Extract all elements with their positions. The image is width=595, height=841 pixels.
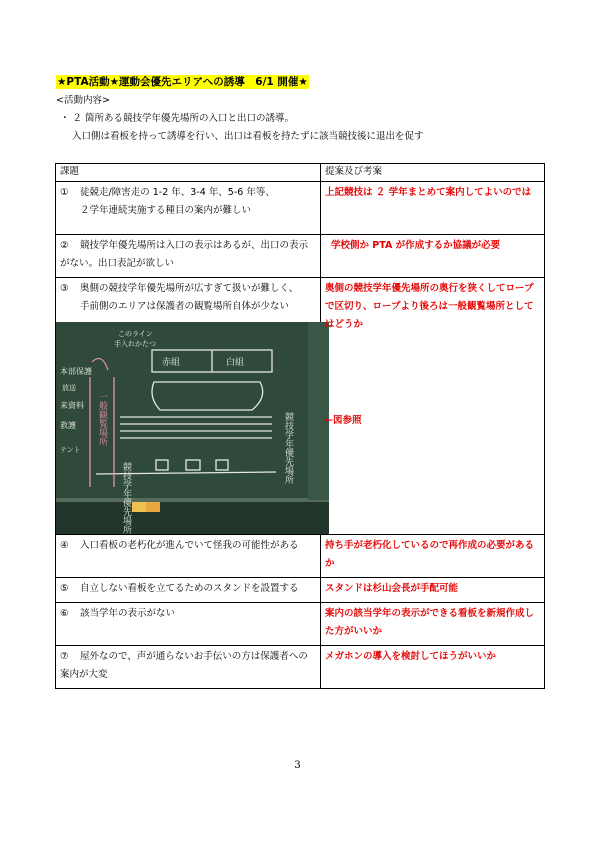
table-row (56, 278, 545, 535)
issue-text: ２学年連続実施する種目の案内が難しい (80, 205, 252, 216)
table-row (56, 535, 545, 578)
table-header-row (56, 164, 545, 182)
board-team-white: 白組 (226, 358, 245, 368)
board-right-label: 競技学年優先場所 (283, 412, 293, 484)
issue-text: 奥側の競技学年優先場所が広すぎて扱いが難しく、 (80, 283, 299, 294)
proposal-cell: 持ち手が老朽化しているので再作成の必要があるか (321, 535, 545, 578)
row-number: ⑦ (60, 651, 69, 662)
activity-heading: <活動内容> (56, 95, 110, 106)
board-left-label: 保護 (76, 367, 92, 376)
proposal-cell: 学校側か PTA が作成するか協議が必要 (321, 235, 545, 278)
proposal-cell: スタンドは杉山会長が手配可能 (321, 578, 545, 603)
issue-text: 競技学年優先場所は入口の表示はあるが、出口の表示がない。出口表記が欲しい (60, 240, 309, 269)
board-note-top2: 手入れかたつ (114, 340, 156, 348)
issue-cell (56, 535, 321, 578)
row-number: ③ (60, 283, 69, 294)
activity-detail: 入口側は看板を持って誘導を行い、出口は看板を持たずに該当競技後に退出を促す (72, 131, 424, 142)
issue-cell (56, 235, 321, 278)
issue-cell (56, 278, 321, 535)
see-figure-note: ←図参照 (325, 415, 362, 426)
issue-cell (56, 578, 321, 603)
board-mid-label: 競技学年優先場所 (121, 462, 131, 534)
blackboard-photo (56, 322, 329, 534)
issues-table (55, 163, 545, 689)
column-header-issue: 課題 (56, 164, 321, 182)
issue-text: 自立しない看板を立てるためのスタンドを設置する (80, 583, 299, 594)
issue-text: 該当学年の表示がない (80, 608, 176, 619)
column-header-proposal: 提案及び考案 (321, 164, 545, 182)
table-row (56, 235, 545, 278)
issue-text: 徒競走/障害走の 1-2 年、3-4 年、5-6 年等、 (80, 187, 275, 198)
issue-text: 入口看板の老朽化が進んでいて怪我の可能性がある (80, 540, 299, 551)
board-left-label: 本部 (60, 367, 76, 376)
proposal-text: 奥側の競技学年優先場所の奥行を狭くしてロープで区切り、ロープより後ろは一般観覧場所としてはどうか (325, 283, 534, 330)
row-number: ④ (60, 540, 69, 551)
table-row (56, 578, 545, 603)
row-number: ① (60, 187, 69, 198)
issue-text: 屋外なので、声が通らないお手伝いの方は保護者への案内が大変 (60, 651, 308, 680)
page-number: 3 (294, 760, 301, 771)
issue-cell (56, 603, 321, 646)
activity-bullet: ・ ２ 箇所ある競技学年優先場所の入口と出口の誘導。 (60, 113, 295, 124)
proposal-cell: 上記競技は ２ 学年まとめて案内してよいのでは (321, 182, 545, 235)
issue-cell (56, 182, 321, 235)
document-title: ★PTA活動★運動会優先エリアへの誘導 6/1 開催★ (57, 76, 308, 88)
board-left-label: 放送 (62, 384, 76, 392)
proposal-cell (321, 278, 545, 535)
table-row (56, 646, 545, 689)
proposal-cell: 案内の該当学年の表示ができる看板を新規作成した方がいいか (321, 603, 545, 646)
board-pink-label: 一般観覧場所 (97, 392, 107, 446)
board-left-label: 来資料 (60, 401, 84, 410)
issue-text: 手前側のエリアは保護者の観覧場所自体が少ない (80, 301, 290, 312)
board-left-label: 救護 (60, 421, 76, 430)
row-number: ⑤ (60, 583, 69, 594)
proposal-cell: メガホンの導入を検討してほうがいいか (321, 646, 545, 689)
row-number: ⑥ (60, 608, 69, 619)
table-row (56, 603, 545, 646)
board-left-label: テント (60, 446, 81, 454)
issue-cell (56, 646, 321, 689)
board-team-red: 赤組 (162, 358, 181, 368)
board-note-top: このライン (118, 330, 153, 338)
row-number: ② (60, 240, 69, 251)
table-row (56, 182, 545, 235)
